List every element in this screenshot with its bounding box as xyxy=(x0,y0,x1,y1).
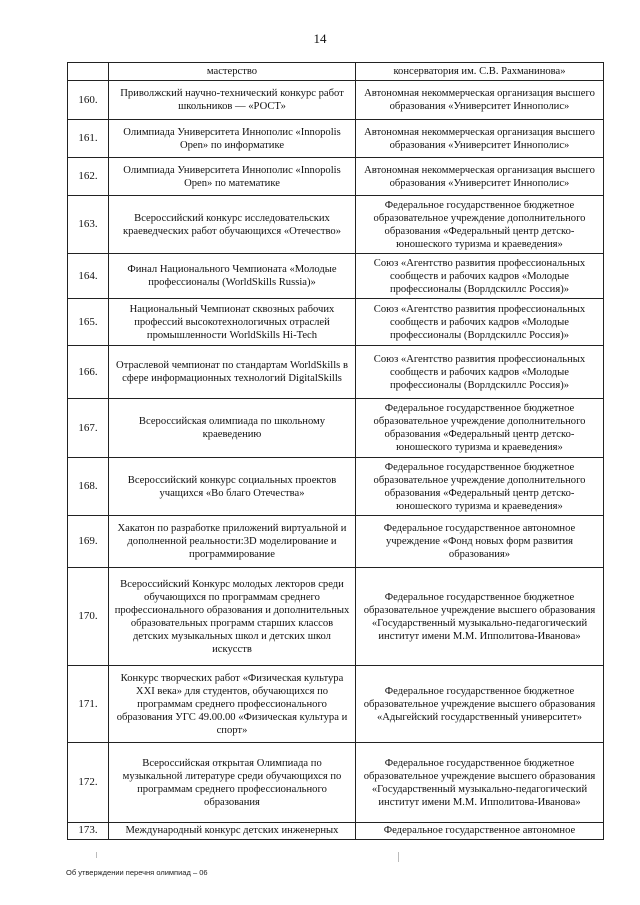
row-number: 171. xyxy=(68,666,109,743)
organizer: консерватория им. С.В. Рахманинова» xyxy=(356,63,604,81)
row-number: 172. xyxy=(68,743,109,823)
table-row xyxy=(68,254,604,299)
table-row xyxy=(68,516,604,568)
olympiad-name: Всероссийский Конкурс молодых лекторов среди обучающихся по программам среднего профессионального образования и дополнительных образовательных программ старших классов детских музыкальных школ и детских школ искусств xyxy=(109,568,356,666)
organizer: Союз «Агентство развития профессиональных сообществ и рабочих кадров «Молодые профессионалы (Ворлдскиллс Россия)» xyxy=(356,254,604,299)
organizer: Федеральное государственное автономное учреждение «Фонд новых форм развития образования» xyxy=(356,516,604,568)
row-number: 170. xyxy=(68,568,109,666)
organizer: Федеральное государственное бюджетное образовательное учреждение дополнительного образования «Федеральный центр детско-юношеского туризма и краеведения» xyxy=(356,399,604,458)
olympiad-name: Всероссийская олимпиада по школьному краеведению xyxy=(109,399,356,458)
organizer: Федеральное государственное бюджетное образовательное учреждение дополнительного образования «Федеральный центр детско-юношеского туризма и краеведения» xyxy=(356,458,604,516)
organizer: Автономная некоммерческая организация высшего образования «Университет Иннополис» xyxy=(356,120,604,158)
table-row xyxy=(68,81,604,120)
table-row xyxy=(68,458,604,516)
olympiad-name: Приволжский научно-технический конкурс работ школьников — «РОСТ» xyxy=(109,81,356,120)
olympiad-name: Международный конкурс детских инженерных xyxy=(109,823,356,840)
olympiad-name: Всероссийский конкурс исследовательских краеведческих работ обучающихся «Отечество» xyxy=(109,196,356,254)
scan-mark xyxy=(398,852,399,862)
organizer: Союз «Агентство развития профессиональных сообществ и рабочих кадров «Молодые профессионалы (Ворлдскиллс Россия)» xyxy=(356,299,604,346)
organizer: Автономная некоммерческая организация высшего образования «Университет Иннополис» xyxy=(356,158,604,196)
organizer: Федеральное государственное бюджетное образовательное учреждение высшего образования «Адыгейский государственный университет» xyxy=(356,666,604,743)
row-number: 160. xyxy=(68,81,109,120)
table-row xyxy=(68,196,604,254)
row-number: 167. xyxy=(68,399,109,458)
olympiad-name: мастерство xyxy=(109,63,356,81)
olympiad-name: Олимпиада Университета Иннополис «Innopolis Open» по информатике xyxy=(109,120,356,158)
row-number xyxy=(68,63,109,81)
row-number: 164. xyxy=(68,254,109,299)
scan-mark xyxy=(96,852,97,858)
page-number: 14 xyxy=(313,31,327,46)
row-number: 173. xyxy=(68,823,109,840)
table-row xyxy=(68,743,604,823)
table-row xyxy=(68,399,604,458)
row-number: 162. xyxy=(68,158,109,196)
row-number: 165. xyxy=(68,299,109,346)
table-row xyxy=(68,346,604,399)
table-row xyxy=(68,299,604,346)
organizer: Федеральное государственное бюджетное образовательное учреждение высшего образования «Государственный музыкально-педагогический институт имени М.М. Ипполитова-Иванова» xyxy=(356,743,604,823)
olympiad-name: Конкурс творческих работ «Физическая культура XXI века» для студентов, обучающихся по программам среднего профессионального образования УГС 49.00.00 «Физическая культура и спорт» xyxy=(109,666,356,743)
olympiad-name: Всероссийский конкурс социальных проектов учащихся «Во благо Отечества» xyxy=(109,458,356,516)
olympiad-name: Всероссийская открытая Олимпиада по музыкальной литературе среди обучающихся по программам среднего профессионального образования xyxy=(109,743,356,823)
row-number: 168. xyxy=(68,458,109,516)
organizer: Федеральное государственное автономное xyxy=(356,823,604,840)
row-number: 166. xyxy=(68,346,109,399)
olympiad-name: Отраслевой чемпионат по стандартам WorldSkills в сфере информационных технологий DigitalSkills xyxy=(109,346,356,399)
organizer: Союз «Агентство развития профессиональных сообществ и рабочих кадров «Молодые профессионалы (Ворлдскиллс Россия)» xyxy=(356,346,604,399)
organizer: Автономная некоммерческая организация высшего образования «Университет Иннополис» xyxy=(356,81,604,120)
olympiad-table xyxy=(67,62,604,840)
organizer: Федеральное государственное бюджетное образовательное учреждение высшего образования «Государственный музыкально-педагогический институт имени М.М. Ипполитова-Иванова» xyxy=(356,568,604,666)
olympiad-name: Олимпиада Университета Иннополис «Innopolis Open» по математике xyxy=(109,158,356,196)
table-row xyxy=(68,666,604,743)
row-number: 161. xyxy=(68,120,109,158)
olympiad-name: Национальный Чемпионат сквозных рабочих профессий высокотехнологичных отраслей промышленности WorldSkills Hi-Tech xyxy=(109,299,356,346)
olympiad-name: Хакатон по разработке приложений виртуальной и дополненной реальности:3D моделирование и программирование xyxy=(109,516,356,568)
organizer: Федеральное государственное бюджетное образовательное учреждение дополнительного образования «Федеральный центр детско-юношеского туризма и краеведения» xyxy=(356,196,604,254)
table-row-continuation xyxy=(68,63,604,81)
table-row xyxy=(68,120,604,158)
table-row xyxy=(68,158,604,196)
footer-text: Об утверждении перечня олимпиад – 06 xyxy=(66,868,208,877)
table-row xyxy=(68,568,604,666)
table-row xyxy=(68,823,604,840)
row-number: 163. xyxy=(68,196,109,254)
olympiad-name: Финал Национального Чемпионата «Молодые профессионалы (WorldSkills Russia)» xyxy=(109,254,356,299)
row-number: 169. xyxy=(68,516,109,568)
